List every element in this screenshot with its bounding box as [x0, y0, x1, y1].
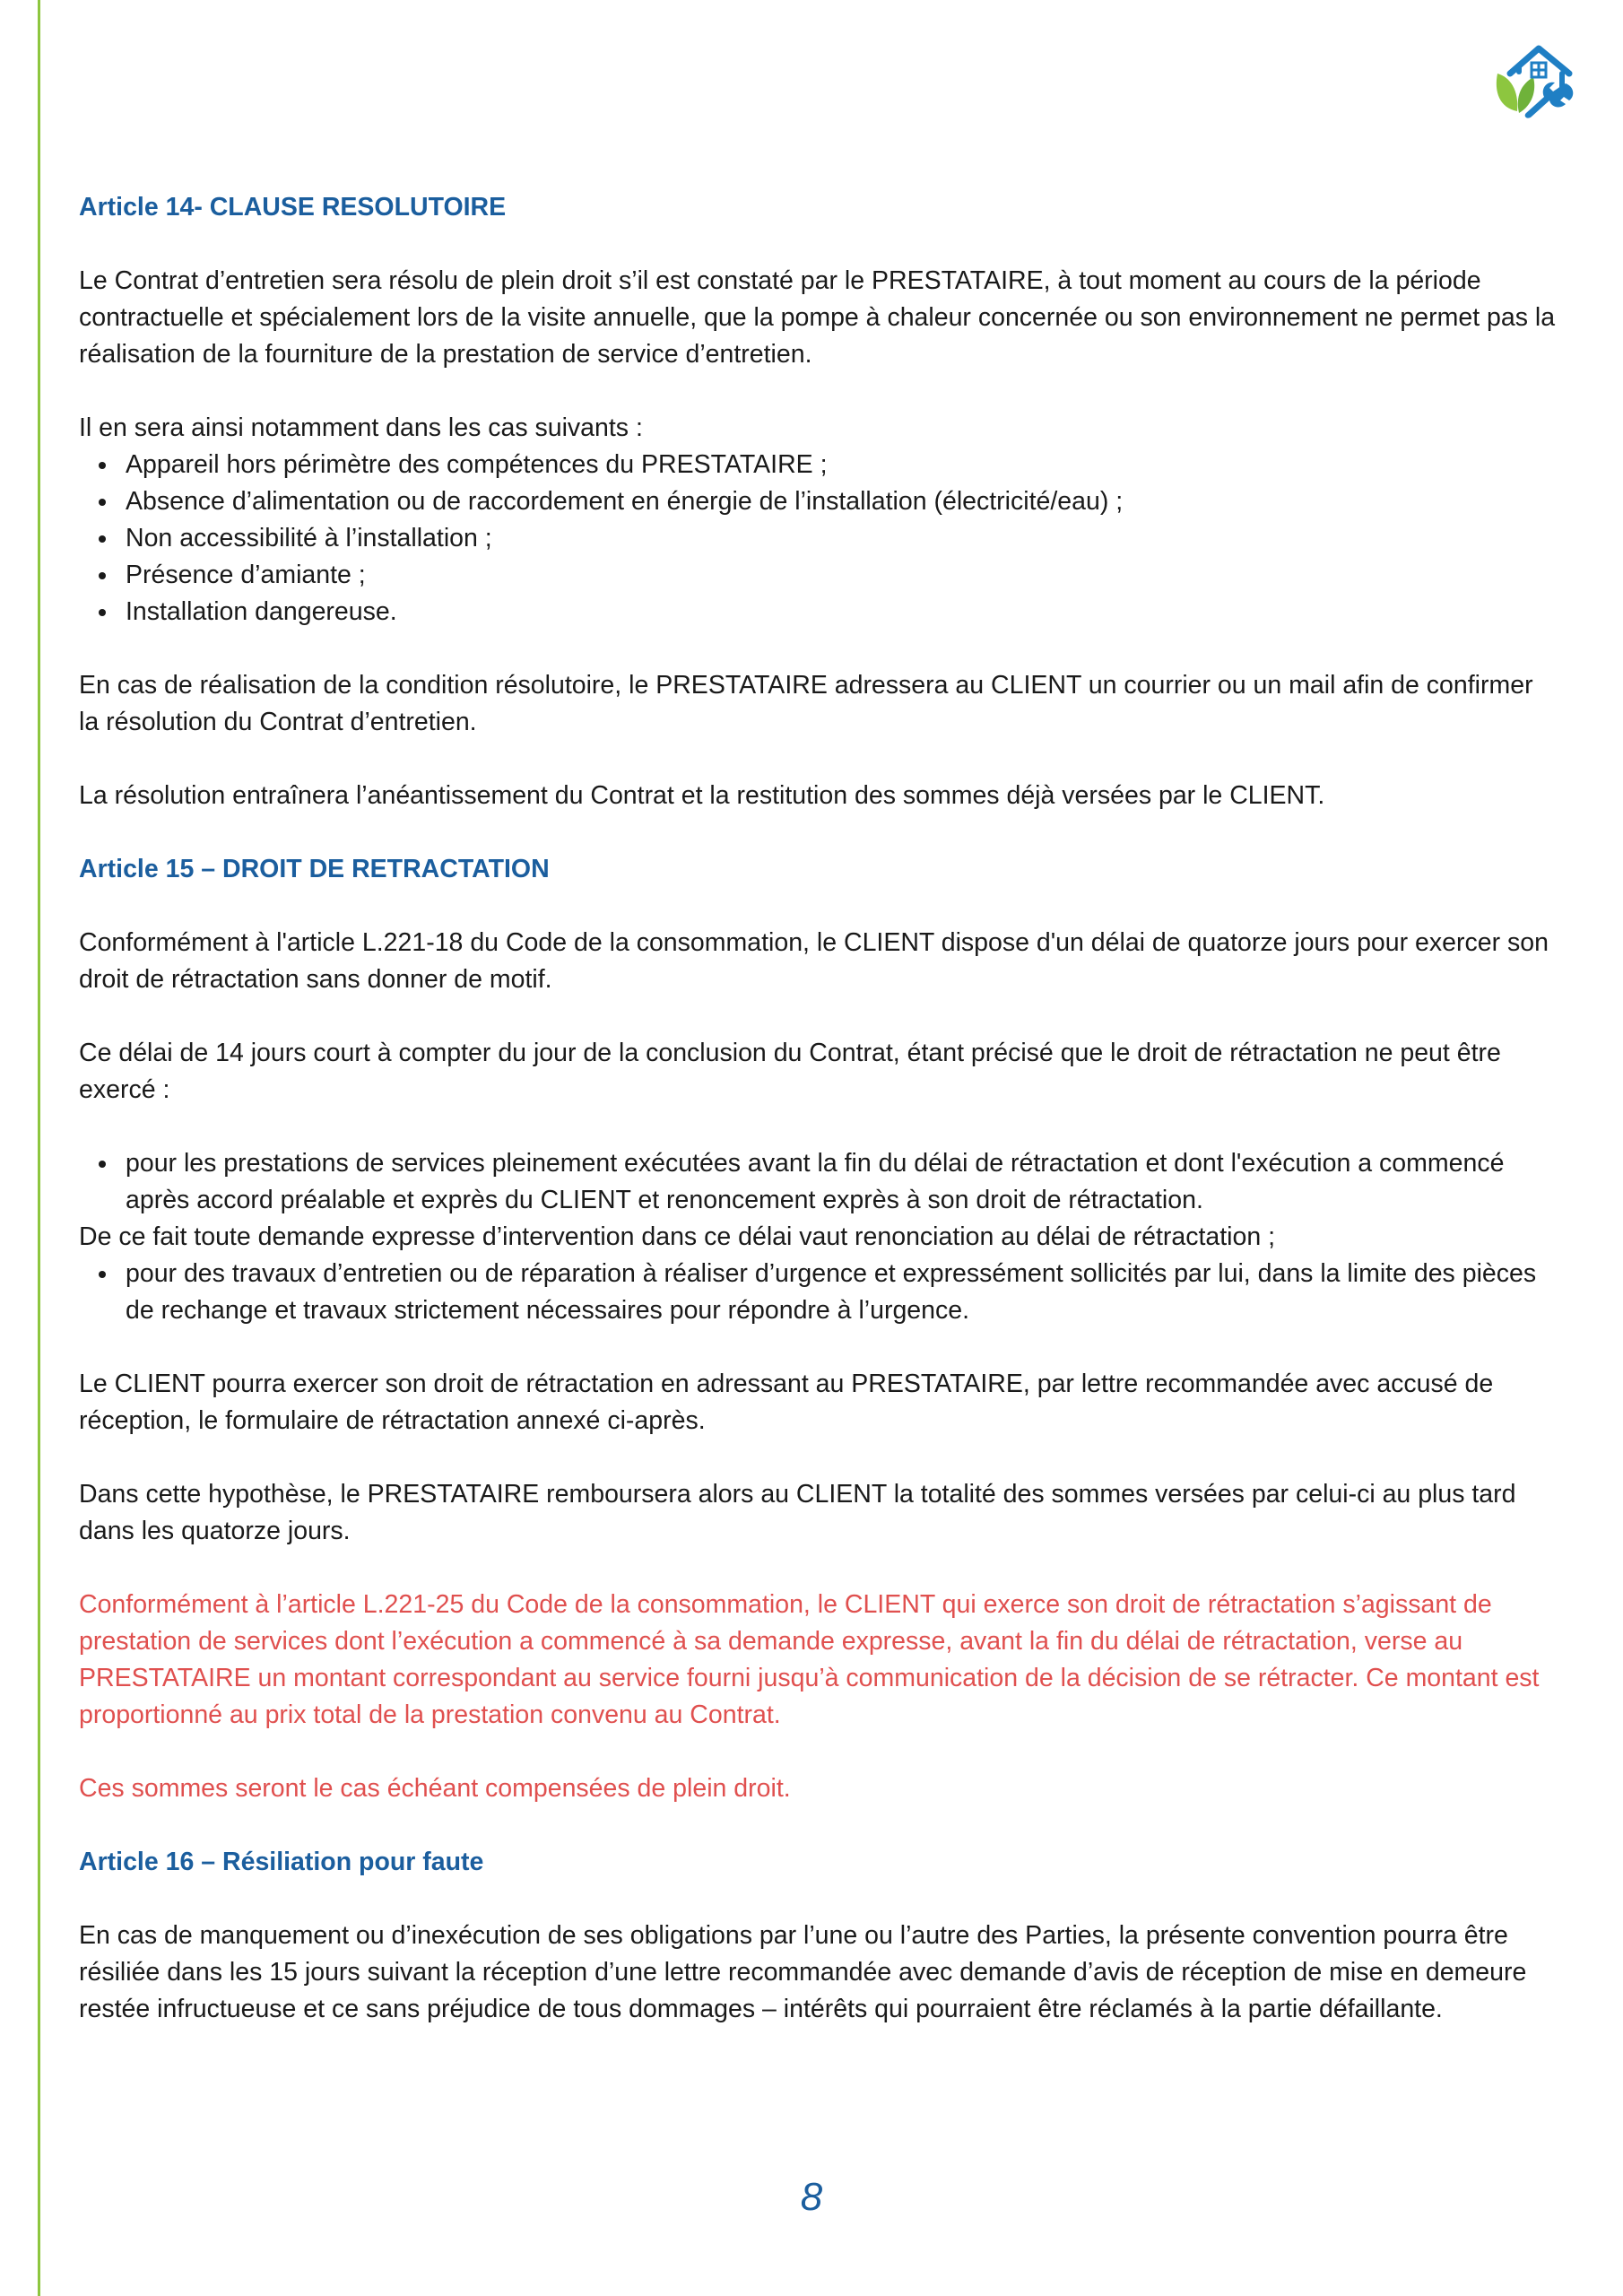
article-14-paragraph-2: En cas de réalisation de la condition résolutoire, le PRESTATAIRE adressera au CLIENT un courrier ou un mail afin de confirmer la résolution du Contrat d’entretien.: [79, 671, 1533, 736]
list-item: Appareil hors périmètre des compétences du PRESTATAIRE ;: [79, 447, 1558, 483]
list-item: pour des travaux d’entretien ou de réparation à réaliser d’urgence et expressément sollicités par lui, dans la limite des pièces de rechange et travaux strictement nécessaires pour répondre à l’urgence.: [79, 1256, 1558, 1329]
leaf-right-icon: [1518, 77, 1534, 113]
article-15-red-paragraph-1: Conformément à l’article L.221-25 du Code de la consommation, le CLIENT qui exerce son droit de rétractation s’agissant de prestation de services dont l’exécution a commencé à sa demande expresse, avant la fin du délai de rétractation, verse au PRESTATAIRE un montant correspondant au service fourni jusqu’à communication de la décision de se rétracter. Ce montant est proportionné au prix total de la prestation convenu au Contrat.: [79, 1590, 1540, 1729]
article-14-heading: Article 14- CLAUSE RESOLUTOIRE: [79, 193, 507, 222]
article-15-red-paragraph-2: Ces sommes seront le cas échéant compensées de plein droit.: [79, 1774, 791, 1803]
page-number: 8: [800, 2175, 823, 2219]
article-15-paragraph-1: Conformément à l'article L.221-18 du Code de la consommation, le CLIENT dispose d'un délai de quatorze jours pour exercer son droit de rétractation sans donner de motif.: [79, 928, 1549, 994]
article-15-note: De ce fait toute demande expresse d’intervention dans ce délai vaut renonciation au délai de rétractation ;: [79, 1222, 1276, 1251]
leaf-left-icon: [1497, 74, 1517, 111]
article-14-paragraph-3: La résolution entraînera l’anéantissement du Contrat et la restitution des sommes déjà versées par le CLIENT.: [79, 781, 1325, 810]
list-item: Présence d’amiante ;: [79, 557, 1558, 594]
article-14-paragraph-1: Le Contrat d’entretien sera résolu de plein droit s’il est constaté par le PRESTATAIRE, à tout moment au cours de la période contractuelle et spécialement lors de la visite annuelle, que la pompe à chaleur concernée ou son environnement ne permet pas la réalisation de la fourniture de la prestation de service d’entretien.: [79, 266, 1556, 369]
article-16-paragraph-1: En cas de manquement ou d’inexécution de ses obligations par l’une ou l’autre des Parties, la présente convention pourra être résiliée dans les 15 jours suivant la réception d’une lettre recommandée avec demande d’avis de réception de mise en demeure restée infructueuse et ce sans préjudice de tous dommages – intérêts qui pourraient être réclamés à la partie défaillante.: [79, 1921, 1527, 2023]
document-body: [79, 189, 1558, 2028]
list-item: Non accessibilité à l’installation ;: [79, 520, 1558, 557]
article-15-paragraph-3: Le CLIENT pourra exercer son droit de rétractation en adressant au PRESTATAIRE, par lettre recommandée avec accusé de réception, le formulaire de rétractation annexé ci-après.: [79, 1370, 1494, 1435]
article-15-paragraph-4: Dans cette hypothèse, le PRESTATAIRE remboursera alors au CLIENT la totalité des sommes versées par celui-ci au plus tard dans les quatorze jours.: [79, 1480, 1516, 1545]
house-leaf-wrench-logo: [1490, 41, 1578, 124]
article-15-heading: Article 15 – DROIT DE RETRACTATION: [79, 855, 550, 883]
article-16-heading: Article 16 – Résiliation pour faute: [79, 1848, 484, 1876]
list-item: Absence d’alimentation ou de raccordement en énergie de l’installation (électricité/eau) ;: [79, 483, 1558, 520]
left-margin-rule: [38, 0, 40, 2296]
article-14-bullet-list: [79, 447, 1558, 631]
article-15-paragraph-2: Ce délai de 14 jours court à compter du jour de la conclusion du Contrat, étant précisé que le droit de rétractation ne peut être exercé :: [79, 1039, 1501, 1104]
article-14-intro: Il en sera ainsi notamment dans les cas suivants :: [79, 413, 643, 442]
list-item: pour les prestations de services pleinement exécutées avant la fin du délai de rétractation et dont l'exécution a commencé après accord préalable et exprès du CLIENT et renoncement exprès à son droit de rétractation.: [79, 1145, 1558, 1219]
list-item: Installation dangereuse.: [79, 594, 1558, 631]
article-15-bullet-list-2: [79, 1256, 1558, 1329]
article-15-bullet-list-1: [79, 1145, 1558, 1219]
logo-icon: [1490, 41, 1578, 124]
